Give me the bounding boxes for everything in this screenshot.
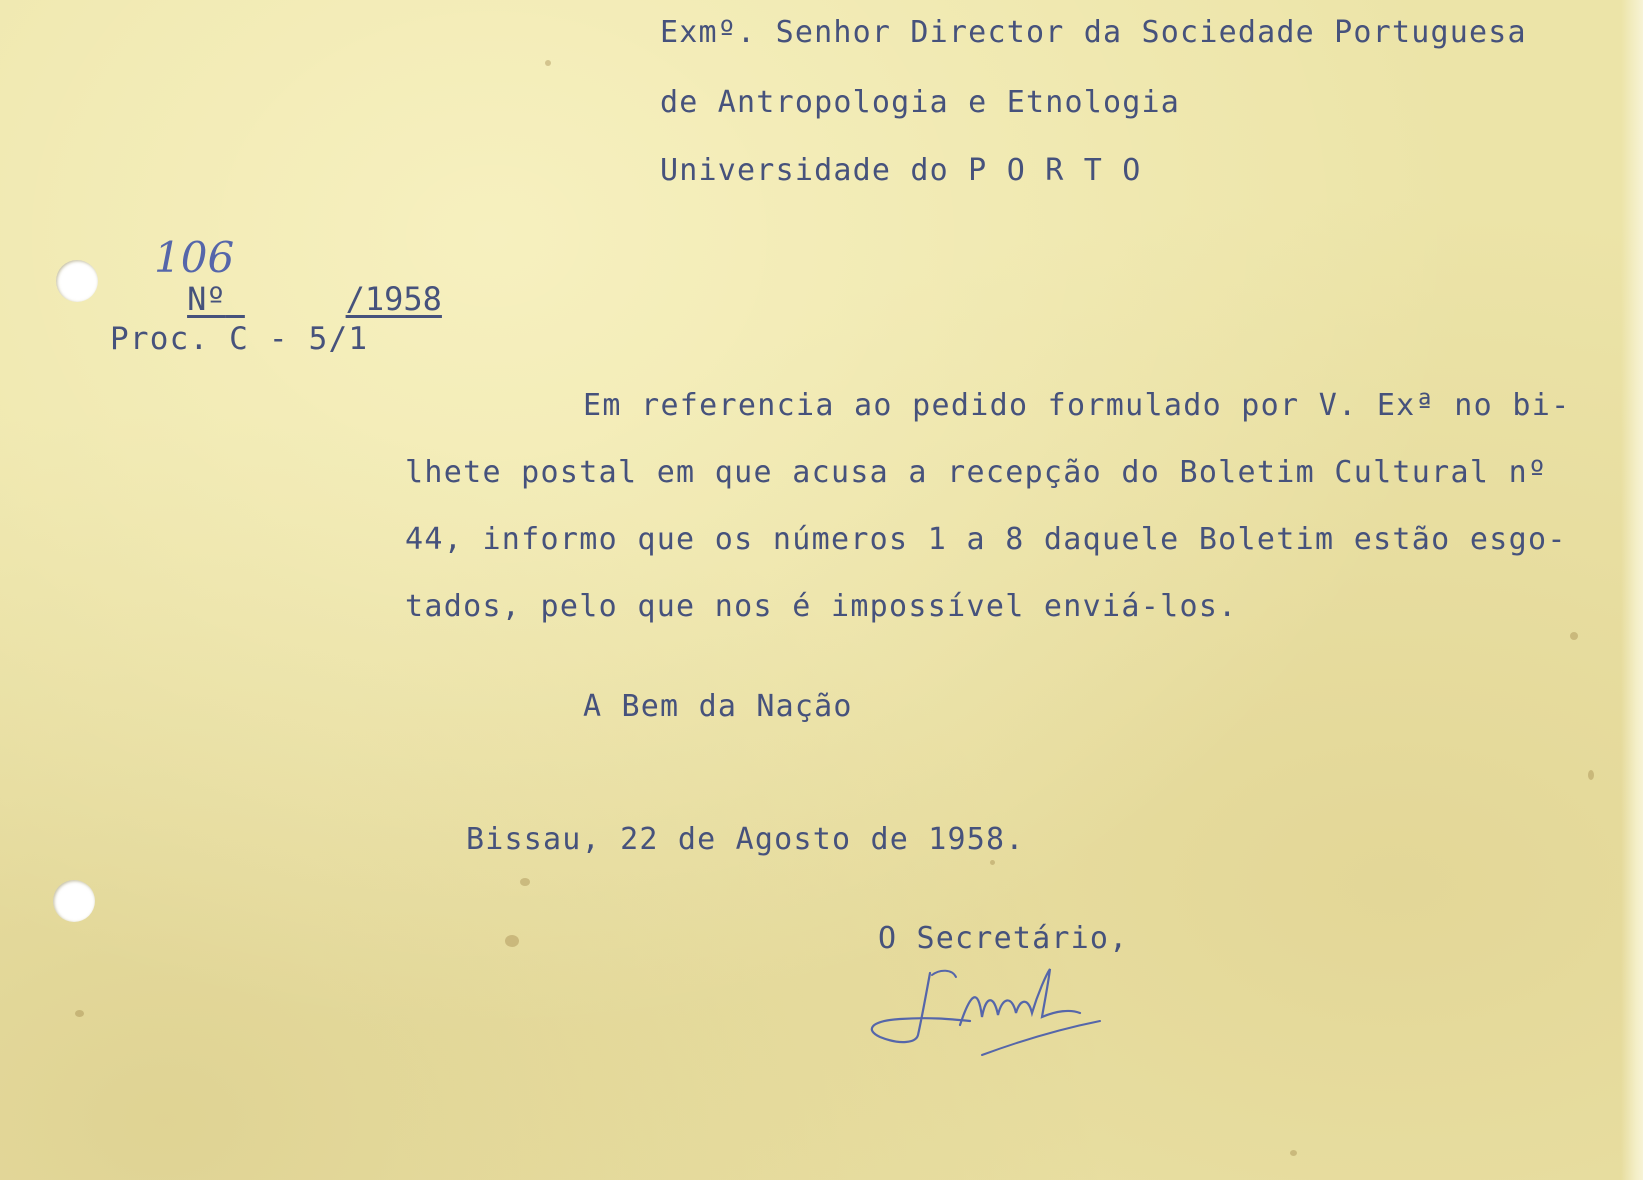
body-line: lhete postal em que acusa a recepção do Boletim Cultural nº [405, 455, 1548, 490]
body-line: tados, pelo que nos é impossível enviá-los. [405, 589, 1238, 624]
signer-title: O Secretário, [878, 921, 1129, 956]
recipient-line-2: de Antropologia e Etnologia [660, 85, 1181, 120]
paper-edge [1621, 0, 1643, 1180]
place-date: Bissau, 22 de Agosto de 1958. [466, 822, 1025, 857]
process-reference: Proc. C - 5/1 [110, 321, 369, 357]
recipient-line-1: Exmº. Senhor Director da Sociedade Portuguesa [660, 15, 1527, 50]
body-line: Em referencia ao pedido formulado por V. Exª no bi- [583, 388, 1571, 423]
handwritten-number [148, 228, 258, 288]
closing-salutation: A Bem da Nação [583, 689, 853, 724]
body-line: 44, informo que os números 1 a 8 daquele Boletim estão esgo- [405, 522, 1567, 557]
punch-hole-top [56, 260, 98, 302]
handwritten-number-text: 106 [154, 233, 235, 282]
punch-hole-bottom [53, 880, 95, 922]
recipient-line-3: Universidade do P O R T O [660, 153, 1142, 188]
reference-year: /1958 [345, 280, 442, 318]
reference-prefix: Nº [187, 280, 226, 318]
letter-body [405, 388, 1590, 656]
handwritten-signature [860, 955, 1140, 1065]
